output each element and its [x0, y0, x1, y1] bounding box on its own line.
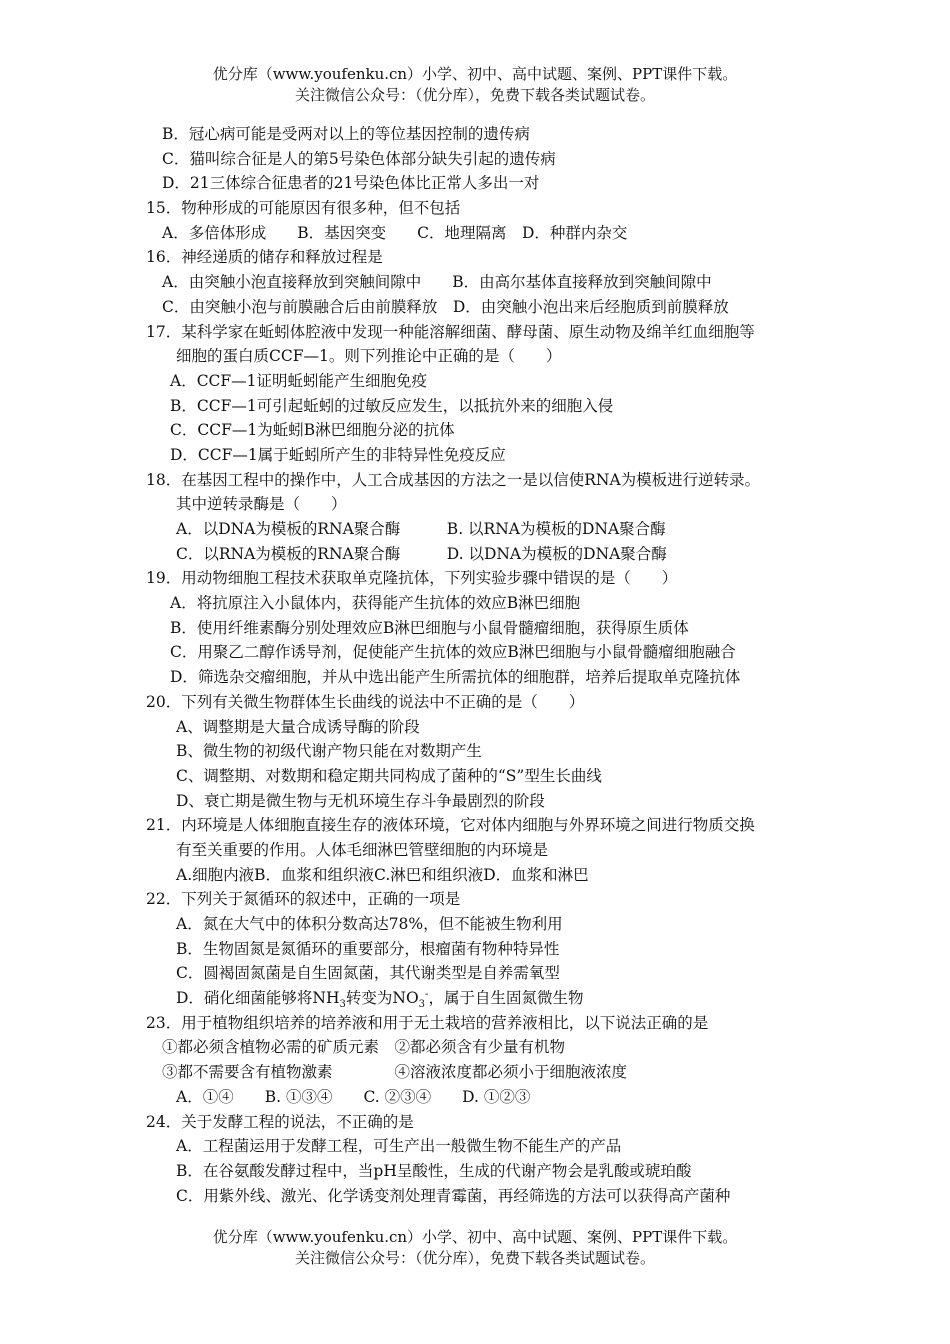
- option-line: ①都必须含植物必需的矿质元素 ②都必须含有少量有机物: [162, 1038, 566, 1057]
- option-line: C、调整期、对数期和稳定期共同构成了菌种的“S”型生长曲线: [176, 766, 602, 785]
- option-line: C．猫叫综合征是人的第5号染色体部分缺失引起的遗传病: [162, 149, 556, 168]
- option-line: 有至关重要的作用。人体毛细淋巴管壁细胞的内环境是: [176, 840, 549, 859]
- option-line: A、调整期是大量合成诱导酶的阶段: [176, 717, 420, 736]
- question-stem-line: 16．神经递质的储存和释放过程是: [146, 248, 383, 267]
- footer-line-2: 关注微信公众号：（优分库），免费下载各类试题试卷。: [294, 1249, 655, 1267]
- option-line: B、微生物的初级代谢产物只能在对数期产生: [176, 742, 482, 761]
- option-line: A.细胞内液B．血浆和组织液C.淋巴和组织液D．血浆和淋巴: [176, 865, 589, 884]
- option-line: A．由突触小泡直接释放到突触间隙中 B．由高尔基体直接释放到突触间隙中: [162, 273, 712, 292]
- option-line: 细胞的蛋白质CCF—1。则下列推论中正确的是（ ）: [176, 347, 562, 366]
- question-stem-line: 17．某科学家在蚯蚓体腔液中发现一种能溶解细菌、酵母菌、原生动物及绵羊红血细胞等: [146, 322, 755, 341]
- option-line: A．①④ B. ①③④ C. ②③④ D. ①②③: [176, 1087, 531, 1106]
- option-line: C．圆褐固氮菌是自生固氮菌，其代谢类型是自养需氧型: [176, 964, 560, 983]
- option-line: C．CCF—1为蚯蚓B淋巴细胞分泌的抗体: [170, 421, 455, 440]
- question-stem-line: 15．物种形成的可能原因有很多种，但不包括: [146, 199, 461, 218]
- option-line: 其中逆转录酶是（ ）: [176, 495, 347, 514]
- option-line: A．工程菌运用于发酵工程，可生产出一般微生物不能生产的产品: [176, 1137, 622, 1156]
- question-stem-line: 21．内环境是人体细胞直接生存的液体环境，它对体内细胞与外界环境之间进行物质交换: [146, 816, 755, 835]
- question-stem-line: 20．下列有关微生物群体生长曲线的说法中不正确的是（ ）: [146, 692, 585, 711]
- question-stem-line: 23．用于植物组织培养的培养液和用于无土栽培的营养液相比，以下说法正确的是: [146, 1013, 709, 1032]
- option-line: B．在谷氨酸发酵过程中，当pH呈酸性，生成的代谢产物会是乳酸或琥珀酸: [176, 1161, 692, 1180]
- question-content: [0, 122, 950, 1208]
- option-line: A．多倍体形成 B．基因突变 C．地理隔离 D．种群内杂交: [162, 223, 628, 242]
- option-line: A．以DNA为模板的RNA聚合酶 B. 以RNA为模板的DNA聚合酶: [176, 520, 666, 538]
- option-line: C．用紫外线、激光、化学诱变剂处理青霉菌，再经筛选的方法可以获得高产菌种: [176, 1186, 731, 1205]
- question-stem-line: 22．下列关于氮循环的叙述中，正确的一项是: [146, 890, 461, 909]
- question-stem-line: 18．在基因工程中的操作中，人工合成基因的方法之一是以信使RNA为模板进行逆转录。: [146, 470, 761, 489]
- footer-line-1: 优分库（www.youfenku.cn）小学、初中、高中试题、案例、PPT课件下载。: [212, 1228, 738, 1246]
- option-line: A．氮在大气中的体积分数高达78%，但不能被生物利用: [176, 915, 563, 933]
- option-line: C．以RNA为模板的RNA聚合酶 D. 以DNA为模板的DNA聚合酶: [176, 544, 667, 563]
- option-line: D．CCF—1属于蚯蚓所产生的非特异性免疫反应: [170, 445, 506, 464]
- option-line: B．使用纤维素酶分别处理效应B淋巴细胞与小鼠骨髓瘤细胞，获得原生质体: [170, 618, 689, 637]
- header-line-2: 关注微信公众号：（优分库），免费下载各类试题试卷。: [294, 86, 655, 104]
- option-line: D．筛选杂交瘤细胞，并从中选出能产生所需抗体的细胞群，培养后提取单克隆抗体: [170, 668, 741, 687]
- option-line: A．将抗原注入小鼠体内，获得能产生抗体的效应B淋巴细胞: [170, 594, 581, 613]
- question-stem-line: 19．用动物细胞工程技术获取单克隆抗体，下列实验步骤中错误的是（ ）: [146, 569, 678, 588]
- header-line-1: 优分库（www.youfenku.cn）小学、初中、高中试题、案例、PPT课件下载。: [212, 65, 738, 83]
- option-line: B．生物固氮是氮循环的重要部分，根瘤菌有物种特异性: [176, 939, 560, 958]
- option-line: C．由突触小泡与前膜融合后由前膜释放 D．由突触小泡出来后经胞质到前膜释放: [162, 297, 729, 316]
- option-line: C．用聚乙二醇作诱导剂，促使能产生抗体的效应B淋巴细胞与小鼠骨髓瘤细胞融合: [170, 643, 736, 662]
- page-header: [0, 64, 950, 106]
- option-line: D．21三体综合征患者的21号染色体比正常人多出一对: [162, 174, 540, 193]
- option-line: B．CCF—1可引起蚯蚓的过敏反应发生，以抵抗外来的细胞入侵: [170, 396, 614, 415]
- option-line: D、衰亡期是微生物与无机环境生存斗争最剧烈的阶段: [176, 791, 545, 810]
- option-line: ③都不需要含有植物激素 ④溶液浓度都必须小于细胞液浓度: [162, 1063, 628, 1082]
- option-line: B．冠心病可能是受两对以上的等位基因控制的遗传病: [162, 125, 530, 143]
- option-line: A．CCF—1证明蚯蚓能产生细胞免疫: [170, 371, 428, 390]
- question-stem-line: 24．关于发酵工程的说法，不正确的是: [146, 1112, 414, 1131]
- option-line: D．硝化细菌能够将$NH_3$转变为$NO_3^-$，属于自生固氮微生物: [176, 988, 584, 1011]
- page-footer: [0, 1227, 950, 1269]
